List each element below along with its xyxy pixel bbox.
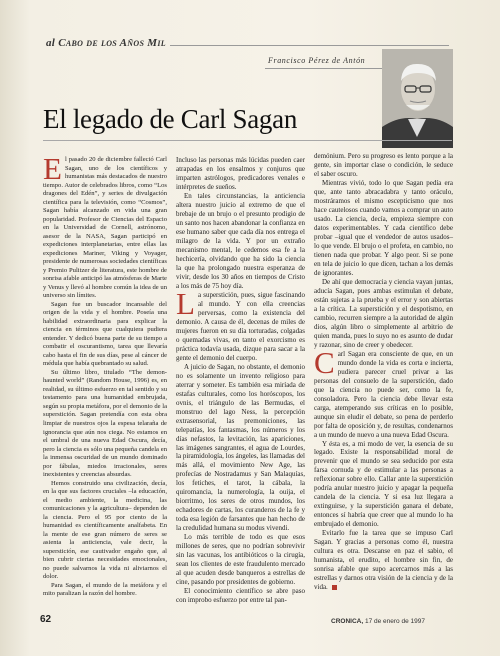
footer-publication: CRONICA,: [331, 618, 364, 625]
author-photo: [382, 49, 453, 148]
paragraph: Evitarlo fue la tarea que se impuso Carl Sagan. Y gracias a personas como él, nuestra cultura es otra. Descanse en paz el sabio, el humanista, el erudito, el hombre sin fin, de sonrisa afable que supo acercarnos más a las estrellas y darnos otra visión de la ciencia y de la vida.: [314, 529, 453, 592]
paragraph: Y ésta es, a mi modo de ver, la esencia de su legado. Existe la responsabilidad moral de prevenir que el mundo se sea seducido por esta farsa cornuda y de estimular a las personas a reflexionar sobre ello. Callar ante la superstición podría anular nuestro juicio y apagar la pequeña candela de la ciencia. Y si esa luz llegara a extinguirse, y la superstición ganara el debate, entonces sí habría que creer que al mundo lo ha embrujado el demonio.: [314, 439, 453, 529]
section-name: Cabo de los Años Mil: [58, 37, 166, 49]
drop-cap: E: [43, 151, 62, 186]
paragraph: Sagan fue un buscador incansable del origen de la vida y el hombre. Poseía una habilidad extraordinaria para explicar la ciencia en términos que cualquiera pudiera entender. Y dedicó buena parte de su tiempo a combatir el oscurantismo, tarea que llevaría cabo hasta el fin de sus días, pese al cáncer de médula que había quebrantado su salud.: [43, 300, 167, 368]
paragraph: La superstición, pues, sigue fascinando al mundo. Y con ella creencias perversas, como la existencia del demonio. A causa de él, decenas de miles de mujeres fueron en su día torturadas, colgadas o quemadas vivas, en tanto el exorcismo es práctica todavía usada, dizque para sacar a la gente el demonio del cuerpo.: [176, 285, 305, 362]
paragraph: Lo más terrible de todo es que esos millones de seres, que no podrían sobrevivir sin las vacunas, los antibióticos o la cirugía, sean los clientes de este fraudulento mercado al que acuden desde banqueros a estrellas de cine, pasando por presidentes de gobierno.: [176, 533, 305, 587]
section-rule: [170, 45, 449, 46]
paragraph: Para Sagan, el mundo de la metáfora y el mito paralizan la razón del hombre.: [43, 581, 167, 598]
paragraph: Su último libro, titulado “The demon-haunted world” (Random House, 1996) es, en realidad, su último esfuerzo en tal sentido y su testamento para una humanidad embrujada, según su propia metáfora, por el demonio de la superstición. Sagan pretendía con esta obra limpiar de nuestros ojos la espesa telaraña de ignorancia que aún nos ciega. No estamos en el umbral de una nueva Edad Oscura, decía, pero la ciencia es sólo una pequeña candela en la inmensa oscuridad de un mundo dominado por fábulas, miedos irracionales, seres inexistentes y creencias absurdas.: [43, 368, 167, 479]
section-header: [46, 37, 166, 49]
article-title: El legado de Carl Sagan: [43, 104, 298, 134]
page-footer: [331, 618, 425, 625]
paragraph: demónium. Pero su progreso es lento porque a la gente, sin importar clase o condición, le seduce el saber oscuro.: [314, 152, 453, 178]
drop-cap: L: [176, 285, 195, 321]
paragraph: El conocimiento científico se abre paso con improbo esfuerzo por entre tal pan-: [176, 587, 305, 605]
author-rule: [265, 68, 385, 69]
page-number: 62: [40, 614, 52, 625]
footer-date: 17 de enero de 1997: [364, 618, 425, 625]
author-name: Francisco Pérez de Antón: [268, 56, 366, 65]
title-rule: [43, 140, 452, 141]
article-column-1: [43, 151, 167, 599]
drop-cap: C: [314, 344, 335, 380]
paragraph: De ahí que democracia y ciencia vayan juntas, aducía Sagan, pues ambas estimulan el debate, están sujetas a la prueba y el error y son abiertas a la crítica. La superstición y el despotismo, en cambio, recurren siempre a la autoridad de algún dios, algún libro o simplemente al arbitrio de quien manda, pues lo suyo no es asunto de dudar y razonar, sino de creer y obedecer.: [314, 277, 453, 349]
article-column-3: [314, 152, 453, 592]
paragraph: En tales circunstancias, la anticiencia altera nuestro juicio al extremo de que el brebaje de un brujo o el presunto prodigio de un santo nos hacen abandonar la confianza en ese humano saber que cada día nos entrega el milagro de la vida. Y por un extraño mecanismo mental, le cedemos esa fe a la hechicería, olvidando que ha sido la ciencia la que ha prolongado nuestra esperanza de vivir, desde los 30 años en tiempos de Cristo a los más de 75 hoy día.: [176, 191, 305, 290]
paragraph: El pasado 20 de diciembre falleció Carl Sagan, uno de los científicos y humanistas más destacados de nuestro tiempo. Autor de celebrados libros, como “Los dragones del Edén”, y series de divulgación científica para la televisión, como “Cosmos”, Sagan había alcanzado en vida una gran popularidad. Profesor de Ciencias del Espacio en la Universidad de Cornell, astrónomo, asesor de la NASA, Sagan participó en expediciones interplanetarias, entre ellas las expediciones Mariner, Viking y Voyager, presidente de numerosas sociedades científicas y Premio Pulitzer de literatura, este hombre de sonrisa afable anticipó las atmósferas de Marte y Venus y llevó al hombre común la idea de un universo sin límites.: [43, 151, 167, 300]
paragraph: A juicio de Sagan, no obstante, el demonio no es solamente un invento religioso para aterrar y someter. Es también esa miríada de estafas culturales, como los horóscopos, los ovnis, el triángulo de las Bermudas, el monstruo del lago Ness, la percepción extrasensorial, las premoniciones, las telepatías, los fantasmas, los números y los días nefastos, la levitación, las apariciones, las imágenes sangrantes, el agua de Lourdes, la piramidología, los ángeles, las llamadas del más allá, el movimiento New Age, las profecías de Nostradamus y San Malaquías, los fetiches, el tarot, la cábala, la quiromancia, la numerología, la ouija, el biorritmo, los seres de otros mundos, los echadores de cartas, los curanderos de la fe y toda esa legión de farsantes que han hecho de la credulidad humana su modus vivendi.: [176, 362, 305, 533]
end-of-article-mark: [332, 585, 337, 590]
section-prefix: al: [46, 37, 59, 49]
paragraph: Mientras vivió, todo lo que Sagan pedía era que, ante tanto abracadabra y tanto oráculo, mostráramos el mismo escepticismo que nos hace cautelosos cuando vamos a comprar un auto usado. La ciencia, decía, empieza siempre con datos experimentables. Y cada científico debe probar –igual que el vendedor de autos usados– lo que vende. El brujo o el profeta, en cambio, no tienen nada que probar. Y algo peor. Si se pone en tela de juicio lo que dicen, tachan a los demás de ignorantes.: [314, 178, 453, 277]
article-column-2: [176, 156, 305, 605]
paragraph: Incluso las personas más lúcidas pueden caer atrapadas en los ensalmos y conjuros que imparten astrólogos, predicadores venales e intérpretes de sueños.: [176, 156, 305, 191]
author-portrait-image: [382, 49, 453, 148]
paragraph: Hemos construido una civilización, decía, en la que sus factores cruciales –la educación, el medio ambiente, la medicina, las comunicaciones y la agricultura– dependen de la ciencia. Pero el 95 por ciento de la humanidad es científicamente analfabeta. En la mente de ese gran número de seres se asienta la anticiencia, vale decir, la superstición, ese cautivador engaño que, al bien cubrir ciertas necesidades emocionales, no puede salvarnos la vida ni aliviarnos el dolor.: [43, 479, 167, 581]
paragraph: Carl Sagan era consciente de que, en un mundo donde la vida es corta e incierta, pudiera parecer cruel privar a las personas del consuelo de la superstición, dado que la ciencia no puede ser, como la fe, consoladora. Pero la ciencia debe llevar esta carga, atemperando sus críticas en lo posible, aunque sin eludir el debate, so pena de perderlo por falta de oposición y, de resultas, condenarnos a un mundo de nuevo a una nueva Edad Oscura.: [314, 344, 453, 439]
